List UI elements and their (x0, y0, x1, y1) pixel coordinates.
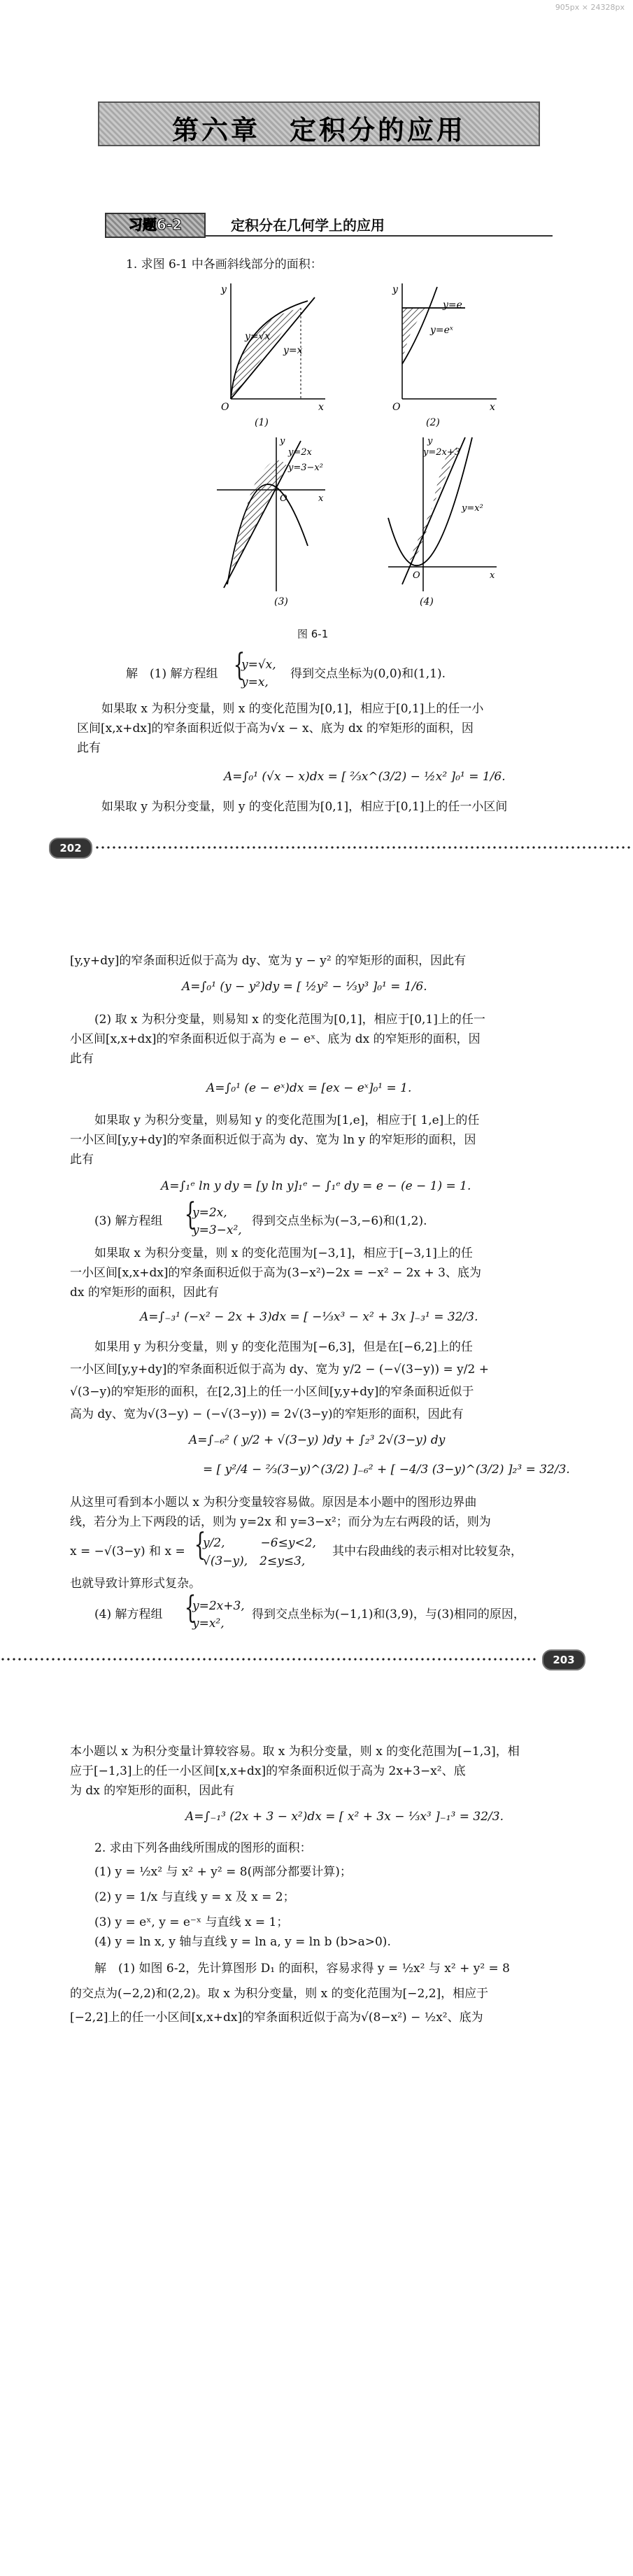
fig3-label-parabola: y=3−x² (288, 463, 323, 473)
paragraph-line: (2) 取 x 为积分变量，则易知 x 的变化范围为[0,1]，相应于[0,1]上的任一 (94, 1013, 485, 1027)
chapter-banner (98, 101, 540, 146)
paragraph-line: 小区间[x,x+dx]的窄条面积近似于高为 e − eˣ、底为 dx 的窄矩形的面积，因 (70, 1032, 481, 1046)
fig3-origin: O (280, 493, 287, 504)
figure-1-3 (210, 434, 329, 612)
figure-1-2 (381, 280, 500, 437)
paragraph-line: 本小题以 x 为积分变量计算较容易。取 x 为积分变量，则 x 的变化范围为[−1,3]，相 (70, 1745, 520, 1759)
paragraph-line: 一小区间[x,x+dx]的窄条面积近似于高为(3−x²)−2x = −x² − 2x + 3、底为 (70, 1266, 481, 1280)
system-eq-1: y=√x, (241, 658, 276, 672)
system-eq-1: y=2x+3, (192, 1599, 245, 1613)
dotted-rule (0, 1658, 539, 1661)
fig2-x-axis-label: x (490, 402, 495, 413)
paragraph-line: 区间[x,x+dx]的窄条面积近似于高为√x − x、底为 dx 的窄矩形的面积，因 (77, 722, 474, 736)
brace: { (184, 1590, 197, 1626)
page-202 (0, 0, 633, 826)
figure-caption: 图 6-1 (297, 628, 329, 640)
paragraph-line: 线，若分为上下两段的话，则为 y=2x 和 y=3−x²；而分为左右两段的话，则为 (70, 1515, 491, 1529)
paragraph-line: dx 的窄矩形的面积，因此有 (70, 1286, 219, 1300)
fig2-origin: O (392, 402, 401, 413)
equation: A=∫₋₃¹ (−x² − 2x + 3)dx = [ −⅓x³ − x² + 3x ]₋₃¹ = 32/3. (140, 1310, 478, 1324)
paragraph-line: 的交点为(−2,2)和(2,2)。取 x 为积分变量，则 x 的变化范围为[−2,2]，相应于 (70, 1987, 489, 2001)
fig1-label-line: y=x (283, 345, 303, 356)
fig3-label-line: y=2x (288, 447, 312, 458)
paragraph-line: 也就导致计算形式复杂。 (70, 1577, 201, 1591)
fig1-x-axis-label: x (318, 402, 324, 413)
image-size-watermark: 905px × 24328px (555, 3, 625, 12)
equation: A=∫₀¹ (y − y²)dy = [ ½y² − ⅓y³ ]₀¹ = 1/6. (182, 980, 427, 994)
question-2-part-1: (1) y = ½x² 与 x² + y² = 8(两部分都要计算)； (94, 1865, 352, 1879)
question-2-part-3: (3) y = eˣ, y = e⁻ˣ 与直线 x = 1； (94, 1915, 289, 1929)
piecewise-case-2: √(3−y), 2≤y≤3, (203, 1554, 306, 1568)
fig1-number: (1) (255, 417, 269, 428)
fig4-y-axis-label: y (427, 436, 433, 446)
intersection-result: 得到交点坐标为(−3,−6)和(1,2). (252, 1214, 427, 1228)
fig2-label-e: y=e (443, 300, 462, 311)
section-tag: 习题6-2 (105, 213, 206, 238)
section-title: 定积分在几何学上的应用 (231, 217, 385, 234)
brace: { (194, 1527, 206, 1563)
paragraph-line: 一小区间[y,y+dy]的窄条面积近似于高为 dy、宽为 ln y 的窄矩形的面积，因 (70, 1133, 476, 1147)
paragraph-line: 为 dx 的窄矩形的面积，因此有 (70, 1784, 235, 1798)
equation: = [ y²/4 − ⅔(3−y)^(3/2) ]₋₆² + [ −4/3 (3−y)^(3/2) ]₂³ = 32/3. (203, 1463, 570, 1477)
fig4-number: (4) (420, 596, 434, 607)
fig4-origin: O (413, 570, 420, 581)
page-number: 203 (542, 1649, 585, 1670)
paragraph-line: 一小区间[y,y+dy]的窄条面积近似于高为 dy、宽为 y/2 − (−√(3−y)) = y/2 + (70, 1363, 489, 1377)
system-eq-2: y=x, (241, 675, 269, 689)
paragraph-line: 解 (1) 如图 6-2，先计算图形 D₁ 的面积，容易求得 y = ½x² 与 x² + y² = 8 (94, 1962, 511, 1976)
solution-1-intro: 解 (1) 解方程组 (126, 667, 218, 681)
fig3-number: (3) (274, 596, 288, 607)
intersection-result: 得到交点坐标为(0,0)和(1,1). (290, 667, 446, 681)
question-2-part-4: (4) y = ln x, y 轴与直线 y = ln a, y = ln b (b>a>0). (94, 1935, 391, 1949)
chapter-title: 第六章 定积分的应用 (171, 115, 466, 146)
question-2-part-2: (2) y = 1/x 与直线 y = x 及 x = 2； (94, 1890, 295, 1904)
equation: A=∫₋₁³ (2x + 3 − x²)dx = [ x² + 3x − ⅓x³ ]₋₁³ = 32/3. (185, 1810, 504, 1824)
fig1-y-axis-label: y (221, 284, 227, 295)
system-eq-2: y=3−x², (192, 1223, 242, 1237)
fig2-y-axis-label: y (392, 284, 398, 295)
figure-1-4 (381, 434, 500, 612)
page-footer-203 (0, 1648, 633, 1669)
paragraph-line: (4) 解方程组 (94, 1607, 163, 1621)
equation: A=∫₀¹ (e − eˣ)dx = [ex − eˣ]₀¹ = 1. (206, 1081, 412, 1095)
fig1-label-sqrt: y=√x (245, 331, 271, 342)
paragraph-line: x = −√(3−y) 和 x = (70, 1544, 185, 1558)
equation: A=∫₋₆² ( y/2 + √(3−y) )dy + ∫₂³ 2√(3−y) dy (189, 1433, 446, 1447)
equation: A=∫₀¹ (√x − x)dx = [ ⅔x^(3/2) − ½x² ]₀¹ = 1/6. (224, 770, 506, 784)
fig3-y-axis-label: y (280, 436, 285, 446)
paragraph-line: 此有 (70, 1153, 94, 1167)
equation: A=∫₁ᵉ ln y dy = [y ln y]₁ᵉ − ∫₁ᵉ dy = e − (e − 1) = 1. (161, 1179, 471, 1193)
page-204 (0, 1743, 633, 2576)
fig2-label-exp: y=eˣ (430, 325, 453, 336)
brace: { (233, 647, 246, 683)
paragraph-line: 高为 dy、宽为√(3−y) − (−√(3−y)) = 2√(3−y)的窄矩形的面积，因此有 (70, 1407, 464, 1421)
system-eq-1: y=2x, (192, 1206, 227, 1220)
fig2-number: (2) (426, 417, 440, 428)
paragraph-line: 如果取 y 为积分变量，则易知 y 的变化范围为[1,e]，相应于[ 1,e]上的任 (94, 1113, 480, 1127)
paragraph-line: 如果取 x 为积分变量，则 x 的变化范围为[−3,1]，相应于[−3,1]上的任 (94, 1246, 473, 1260)
piecewise-case-1: y/2, −6≤y<2, (203, 1536, 316, 1550)
fig4-x-axis-label: x (490, 570, 495, 581)
question-1: 1. 求图 6-1 中各画斜线部分的面积： (126, 258, 322, 272)
paragraph-line: √(3−y)的窄矩形的面积，在[2,3]上的任一小区间[y,y+dy]的窄条面积近似于 (70, 1385, 474, 1399)
brace: { (184, 1197, 197, 1232)
section-header (105, 211, 553, 237)
figure-1-1 (210, 280, 329, 437)
paragraph-line: (3) 解方程组 (94, 1214, 163, 1228)
system-eq-2: y=x², (192, 1617, 225, 1631)
paragraph-line: 应于[−1,3]上的任一小区间[x,x+dx]的窄条面积近似于高为 2x+3−x²、底 (70, 1764, 466, 1778)
fig4-label-parabola: y=x² (462, 503, 483, 514)
page-number: 202 (49, 838, 92, 859)
fig3-x-axis-label: x (318, 493, 324, 504)
paragraph-line: [y,y+dy]的窄条面积近似于高为 dy、宽为 y − y² 的窄矩形的面积，因此有 (70, 954, 467, 968)
page-footer-202 (0, 836, 633, 857)
fig1-origin: O (221, 402, 229, 413)
paragraph-line: 如果取 x 为积分变量，则 x 的变化范围为[0,1]，相应于[0,1]上的任一小 (101, 702, 484, 716)
question-2: 2. 求由下列各曲线所围成的图形的面积： (94, 1841, 312, 1855)
intersection-result: 得到交点坐标为(−1,1)和(3,9)，与(3)相同的原因， (252, 1607, 525, 1621)
page-203 (0, 952, 633, 1344)
paragraph-line: 此有 (70, 1052, 94, 1066)
paragraph-line: 如果用 y 为积分变量，则 y 的变化范围为[−6,3]，但是在[−6,2]上的任 (94, 1340, 473, 1354)
dotted-rule (94, 846, 633, 849)
paragraph-line: 此有 (77, 741, 101, 755)
paragraph-line: 其中右段曲线的表示相对比较复杂， (332, 1544, 522, 1558)
paragraph-line: 如果取 y 为积分变量，则 y 的变化范围为[0,1]，相应于[0,1]上的任一小区间 (101, 800, 508, 814)
paragraph-line: [−2,2]上的任一小区间[x,x+dx]的窄条面积近似于高为√(8−x²) − ½x²、底为 (70, 2011, 483, 2025)
paragraph-line: 从这里可看到本小题以 x 为积分变量较容易做。原因是本小题中的图形边界曲 (70, 1495, 477, 1509)
fig4-label-line: y=2x+3 (423, 447, 461, 458)
